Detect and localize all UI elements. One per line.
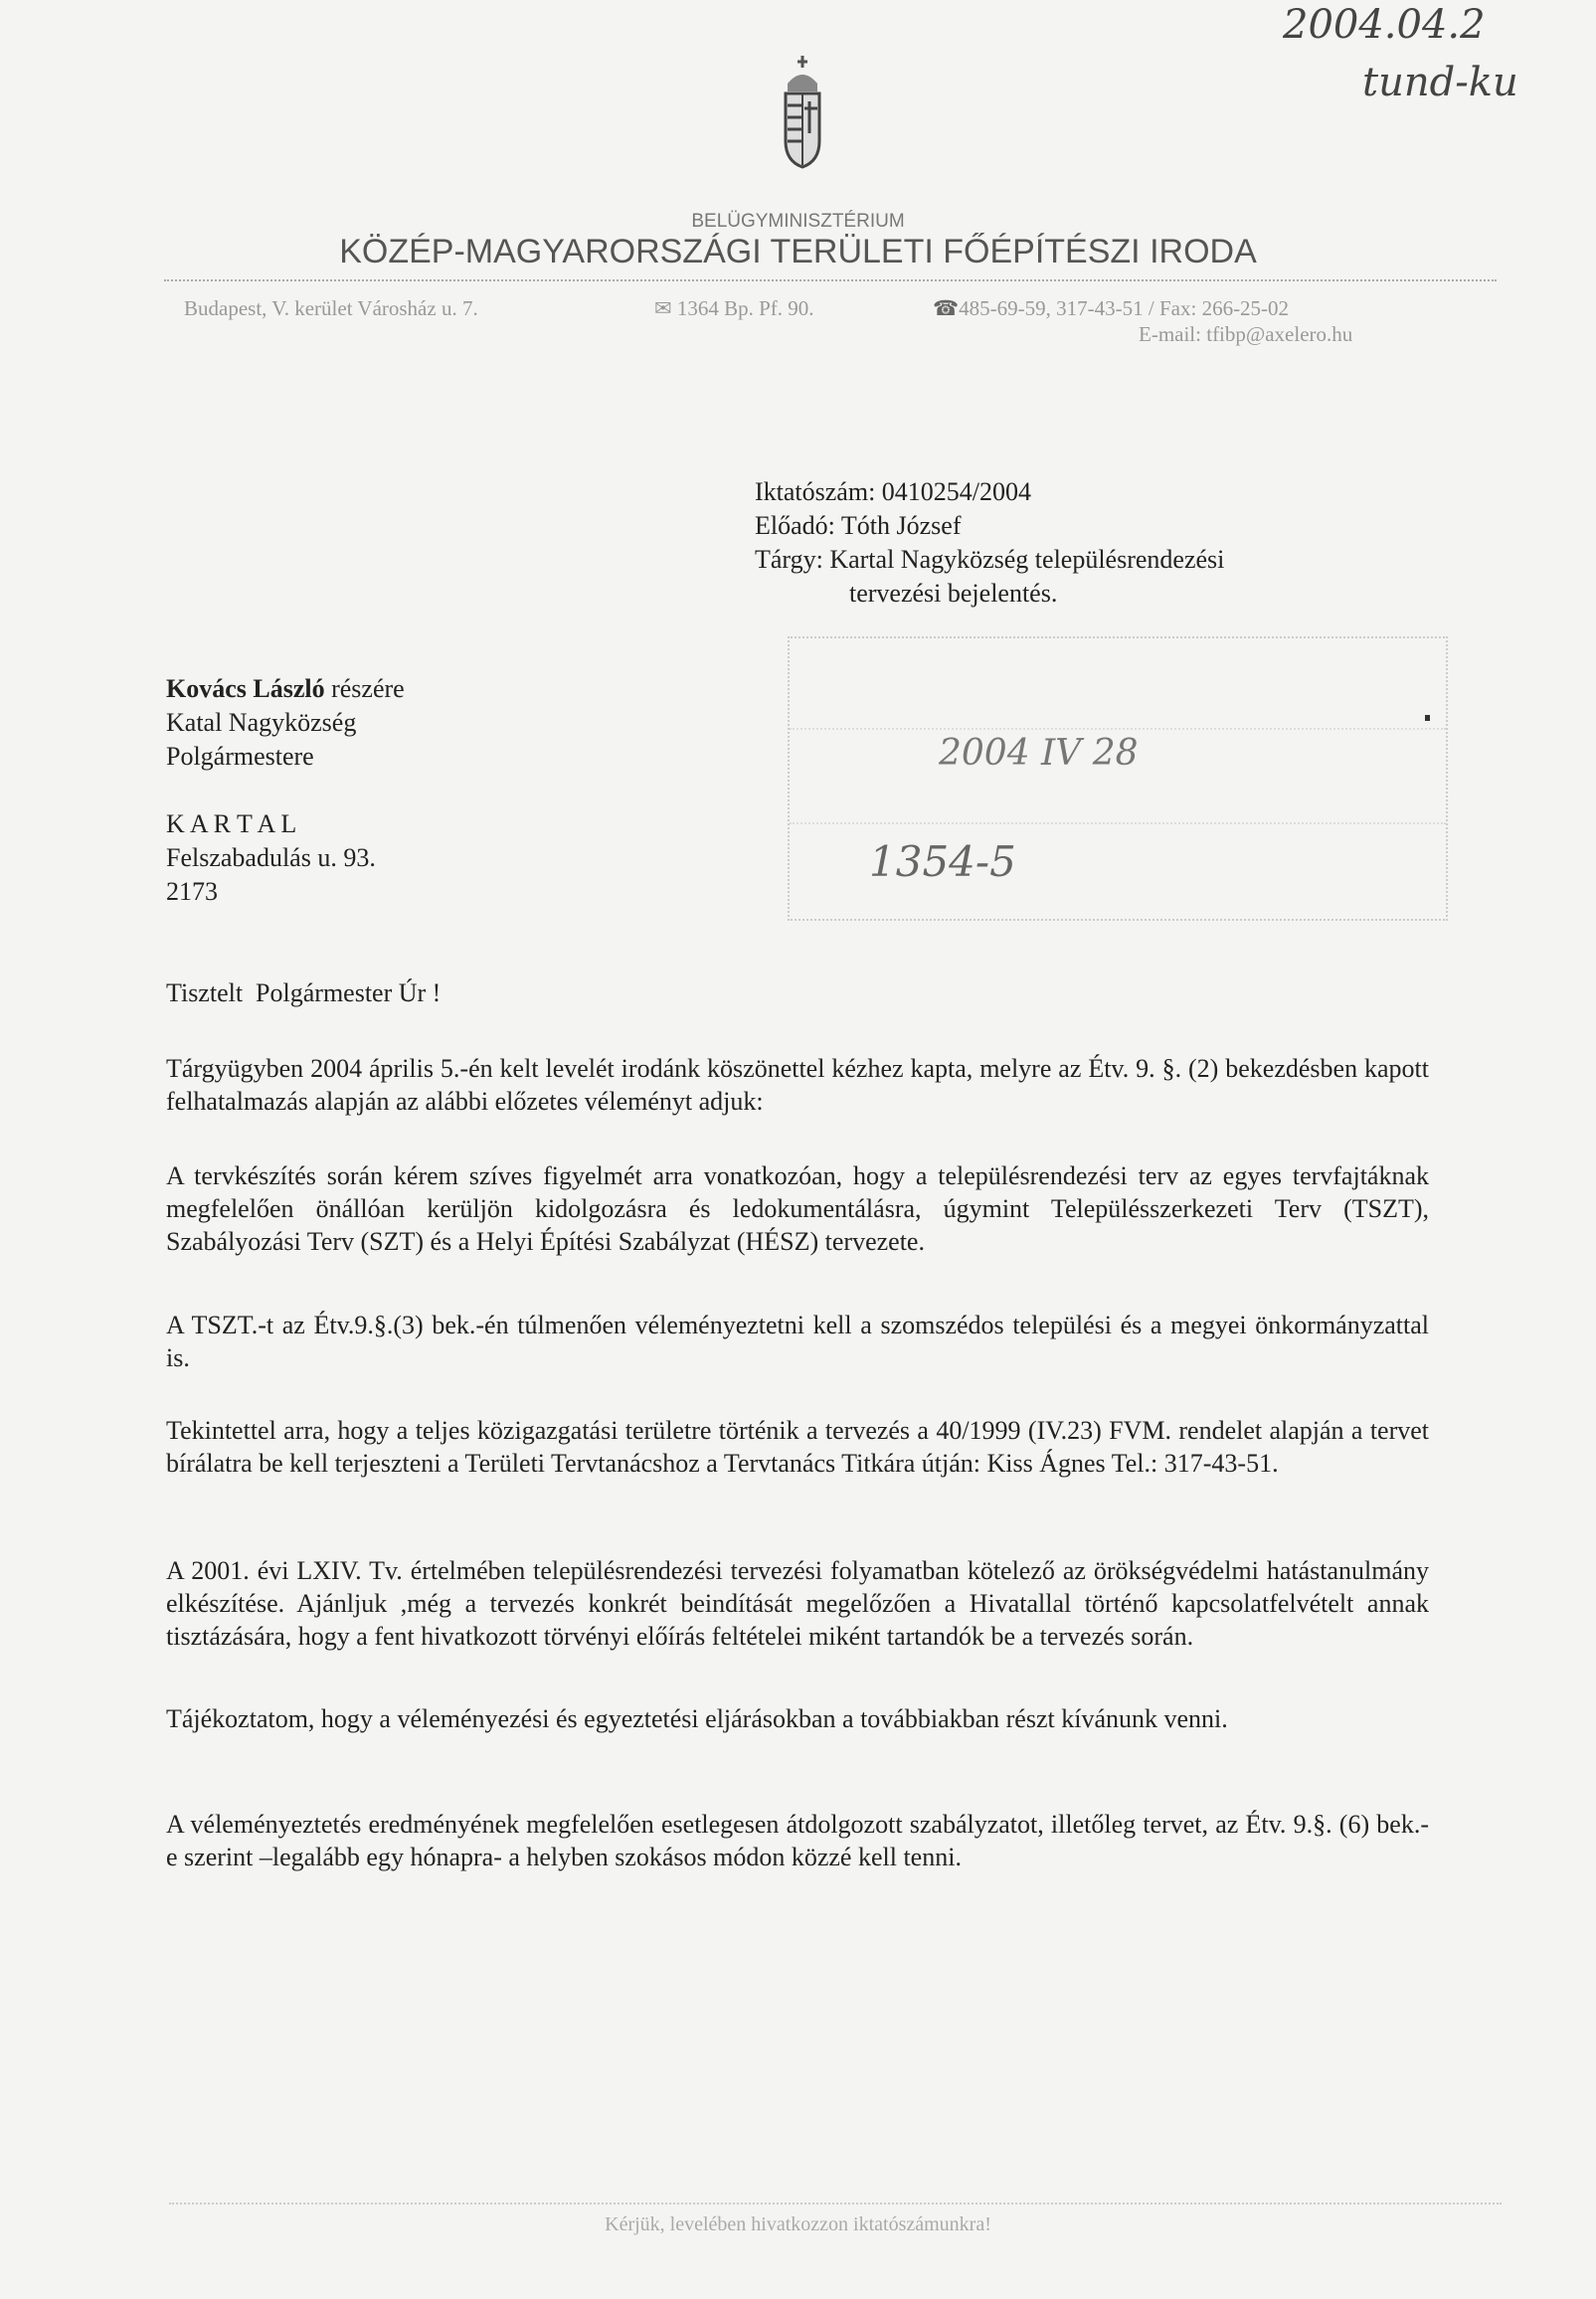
ministry-name: BELÜGYMINISZTÉRIUM <box>691 211 905 232</box>
received-stamp <box>788 636 1448 921</box>
reference-subject-cont: tervezési bejelentés. <box>849 579 1058 608</box>
stamp-number: 1354-5 <box>869 837 1016 886</box>
reference-officer: Előadó: Tóth József <box>755 511 962 540</box>
recipient-line3: Polgármestere <box>166 742 314 771</box>
body-paragraph: A véleményeztetés eredményének megfelelően esetlegesen átdolgozott szabályzatot, illetőleg tervet, az Étv. 9.§. (6) bek.-e szerint –legalább egy hónapra- a helyben szokásos módon közzé kell tenni. <box>166 1810 1429 1871</box>
mail-icon: ✉ <box>654 296 672 320</box>
body-paragraph: A 2001. évi LXIV. Tv. értelmében településrendezési tervezési folyamatban kötelező az örökségvédelmi hatástanulmány elkészítése. Ajánljuk ,még a tervezés konkrét beindítását megelőzően a Hivatallal történő kapcsolatfelvételt annak tisztázására, hogy a fent hivatkozott törvényi előírás feltételei miként tartandók be a tervezés során. <box>166 1556 1429 1651</box>
recipient-block <box>166 672 405 909</box>
stamp-date: 2004 IV 28 <box>939 733 1139 774</box>
body-paragraph: A tervkészítés során kérem szíves figyelmét arra vonatkozóan, hogy a településrendezési terv az egyes tervfajtáknak megfelelően önállóan kerüljön kidolgozásra és ledokumentálásra, úgymint Településszerkezeti Terv (TSZT), Szabályozási Terv (SZT) és a Helyi Építési Szabályzat (HÉSZ) tervezete. <box>166 1161 1429 1256</box>
office-address: Budapest, V. kerület Városház u. 7. <box>184 296 478 320</box>
recipient-suffix: részére <box>324 674 405 703</box>
office-name: KÖZÉP-MAGYARORSZÁGI TERÜLETI FŐÉPÍTÉSZI IRODA <box>339 233 1257 270</box>
letterhead-divider <box>164 279 1497 281</box>
po-box-text: 1364 Bp. Pf. 90. <box>676 296 814 320</box>
reference-subject: Tárgy: Kartal Nagyközség településrendezési <box>755 545 1225 574</box>
recipient-line2: Katal Nagyközség <box>166 708 357 737</box>
phone-fax-text: 485-69-59, 317-43-51 / Fax: 266-25-02 <box>959 296 1290 320</box>
body-paragraph: Tájékoztatom, hogy a véleményezési és egyeztetési eljárásokban a továbbiakban részt kívánunk venni. <box>166 1704 1228 1733</box>
footer-divider <box>169 2203 1502 2205</box>
footer-note: Kérjük, levelében hivatkozzon iktatószámunkra! <box>605 2213 991 2235</box>
phone-fax <box>933 296 1289 321</box>
recipient-street: Felszabadulás u. 93. <box>166 843 376 872</box>
body-paragraph: Tekintettel arra, hogy a teljes közigazgatási területre történik a tervezés a 40/1999 (IV.23) FVM. rendelet alapján a tervet bírálatra be kell terjeszteni a Területi Tervtanácshoz a Tervtanács Titkára útján: Kiss Ágnes Tel.: 317-43-51. <box>166 1416 1429 1478</box>
reference-block <box>755 475 1224 611</box>
salutation: Tisztelt Polgármester Úr ! <box>166 978 442 1007</box>
recipient-name: Kovács László <box>166 674 325 703</box>
po-box <box>654 296 814 321</box>
recipient-zip: 2173 <box>166 877 218 906</box>
body-paragraph: Tárgyügyben 2004 április 5.-én kelt levelét irodánk köszönettel kézhez kapta, melyre az Étv. 9. §. (2) bekezdésben kapott felhatalmazás alapján az alábbi előzetes véleményt adjuk: <box>166 1054 1429 1116</box>
phone-icon: ☎ <box>933 296 960 320</box>
handwritten-initials-note: tund-ku <box>1362 60 1518 105</box>
office-email: E-mail: tfibp@axelero.hu <box>1139 322 1353 346</box>
body-paragraph: A TSZT.-t az Étv.9.§.(3) bek.-én túlmenően véleményeztetni kell a szomszédos települési és a megyei önkormányzattal is. <box>166 1311 1429 1372</box>
handwritten-date-note: 2004.04.2 <box>1283 2 1486 48</box>
recipient-city: K A R T A L <box>166 809 297 838</box>
dot-mark <box>1425 715 1430 721</box>
reference-number: Iktatószám: 0410254/2004 <box>755 477 1032 506</box>
crest-icon <box>780 54 825 171</box>
